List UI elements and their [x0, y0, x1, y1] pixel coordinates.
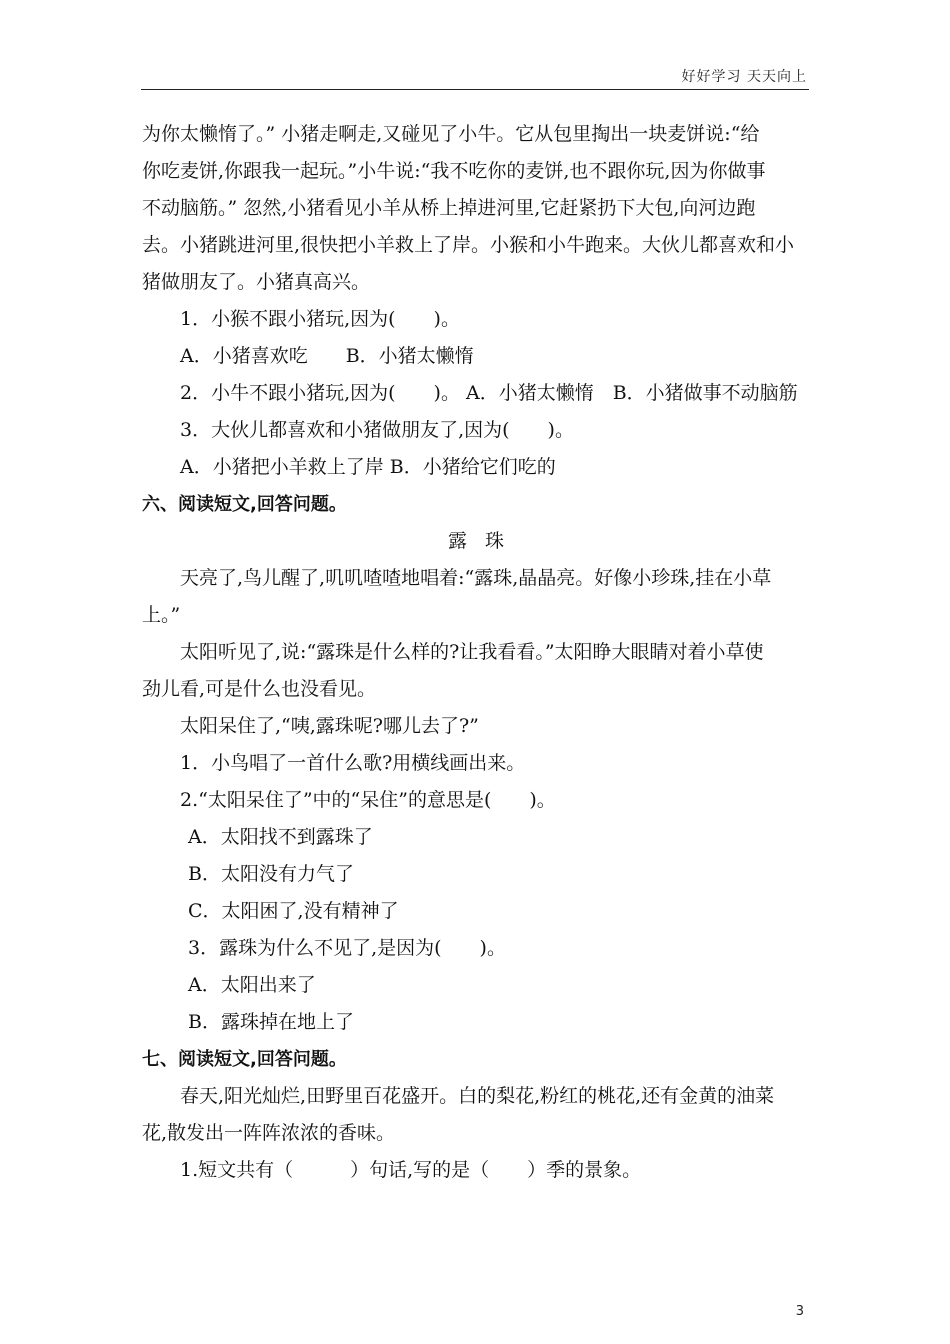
document-body: [142, 116, 810, 1189]
question-1: 1．小猴不跟小猪玩,因为( )。: [180, 308, 460, 330]
section6-q2-option-c: C．太阳困了,没有精神了: [188, 900, 399, 922]
section6-para1-line2: 上。”: [142, 604, 181, 626]
section6-para2-line2: 劲儿看,可是什么也没看见。: [142, 678, 377, 700]
passage-title: 露珠: [447, 530, 522, 552]
section6-q3-option-a: A．太阳出来了: [188, 974, 316, 996]
section6-q2-option-b: B．太阳没有力气了: [188, 863, 354, 885]
section6-para1-line1: 天亮了,鸟儿醒了,叽叽喳喳地唱着:“露珠,晶晶亮。好像小珍珠,挂在小草: [180, 567, 772, 589]
header-divider: [141, 89, 809, 90]
section6-heading: 六、阅读短文,回答问题。: [142, 494, 347, 515]
question-3: 3．大伙儿都喜欢和小猪做朋友了,因为( )。: [180, 419, 574, 441]
section6-q3-option-b: B．露珠掉在地上了: [188, 1011, 354, 1033]
section7-heading: 七、阅读短文,回答问题。: [142, 1049, 347, 1070]
passage-line: 你吃麦饼,你跟我一起玩。”小牛说:“我不吃你的麦饼,也不跟你玩,因为你做事: [142, 160, 766, 182]
question-1-options: A．小猪喜欢吃 B．小猪太懒惰: [180, 345, 474, 367]
section7-question-1: 1.短文共有（ ）句话,写的是（ ）季的景象。: [180, 1159, 642, 1181]
passage-line: 为你太懒惰了。” 小猪走啊走,又碰见了小牛。它从包里掏出一块麦饼说:“给: [142, 123, 760, 145]
page-header-text: 好好学习 天天向上: [681, 69, 807, 85]
section6-question-1: 1．小鸟唱了一首什么歌?用横线画出来。: [180, 752, 526, 774]
page-number: 3: [795, 1304, 804, 1319]
passage-line: 不动脑筋。” 忽然,小猪看见小羊从桥上掉进河里,它赶紧扔下大包,向河边跑: [142, 197, 756, 219]
section6-question-2: 2.“太阳呆住了”中的“呆住”的意思是( )。: [180, 789, 556, 811]
passage-line: 去。小猪跳进河里,很快把小羊救上了岸。小猴和小牛跑来。大伙儿都喜欢和小: [142, 234, 795, 256]
section7-para-line1: 春天,阳光灿烂,田野里百花盛开。白的梨花,粉红的桃花,还有金黄的油菜: [180, 1085, 775, 1107]
question-3-options: A．小猪把小羊救上了岸 B．小猪给它们吃的: [180, 456, 556, 478]
section5-passage: [142, 116, 810, 301]
passage-line: 猪做朋友了。小猪真高兴。: [142, 271, 371, 293]
question-2: 2．小牛不跟小猪玩,因为( )。 A．小猪太懒惰 B．小猪做事不动脑筋: [180, 382, 798, 404]
section6-question-3: 3．露珠为什么不见了,是因为( )。: [188, 937, 506, 959]
section7-para-line2: 花,散发出一阵阵浓浓的香味。: [142, 1122, 396, 1144]
section6-q2-option-a: A．太阳找不到露珠了: [188, 826, 373, 848]
section6-para3: 太阳呆住了,“咦,露珠呢?哪儿去了?”: [180, 715, 479, 737]
section6-para2-line1: 太阳听见了,说:“露珠是什么样的?让我看看。”太阳睁大眼睛对着小草使: [180, 641, 764, 663]
section5-questions: [142, 301, 810, 486]
